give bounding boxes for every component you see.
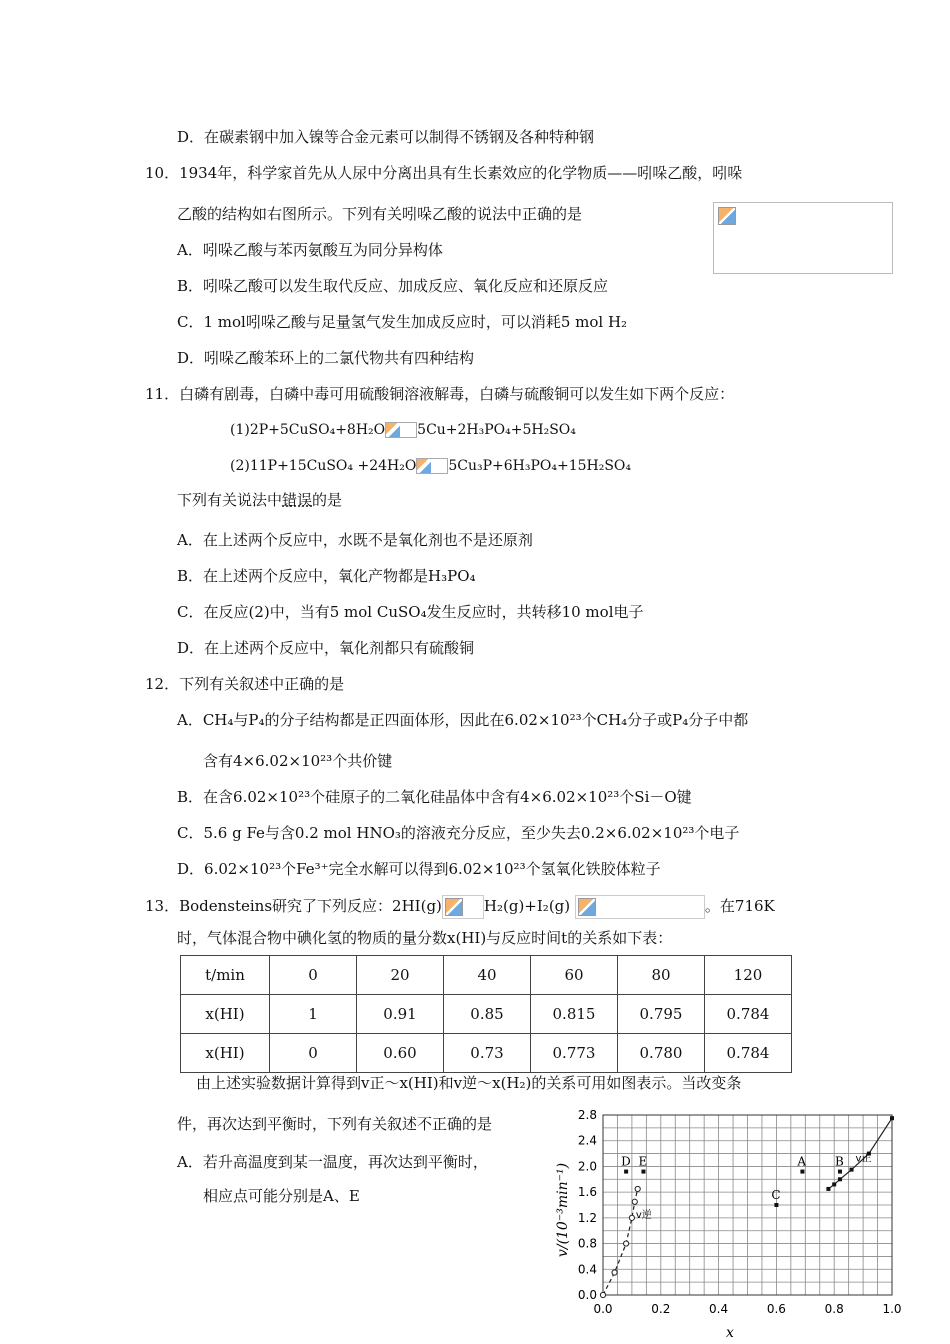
broken-image-icon: [578, 898, 596, 916]
q13-option-a-cont: 相应点可能分别是A、E: [203, 1187, 360, 1205]
q13-stem-a: 13．Bodensteins研究了下列反应：2HI(g): [145, 897, 442, 915]
y-tick-label: 1.2: [577, 1210, 597, 1225]
q11-option-d: D．在上述两个反应中，氧化剂都只有硫酸铜: [177, 639, 475, 657]
q13-stem-3: 由上述实验数据计算得到v正～x(HI)和v逆～x(H₂)的关系可用如图表示。当改变条: [196, 1074, 742, 1092]
data-point: [624, 1241, 629, 1246]
y-tick-label: 0.8: [577, 1236, 597, 1251]
q11-question-b: 的是: [312, 491, 343, 509]
y-tick-label: 2.0: [577, 1159, 597, 1174]
data-point: [600, 1292, 605, 1297]
table-cell: 1: [270, 995, 357, 1034]
data-point: [838, 1177, 842, 1181]
x-axis-label: x: [726, 1325, 734, 1340]
table-cell: t/min: [181, 956, 270, 995]
table-cell: 60: [531, 956, 618, 995]
y-tick-label: 2.4: [577, 1133, 597, 1148]
x-tick-label: 0.0: [593, 1302, 613, 1316]
q12-option-c: C．5.6 g Fe与含0.2 mol HNO₃的溶液充分反应，至少失去0.2×6.02×10²³个电子: [177, 824, 740, 842]
table-header-row: [181, 956, 792, 995]
q11-emphasis: 错误: [282, 491, 313, 509]
table-cell: 0.784: [705, 995, 792, 1034]
enthalpy-placeholder: [575, 895, 705, 919]
table-cell: 40: [444, 956, 531, 995]
table-cell: 0.60: [357, 1034, 444, 1073]
q10-stem: 10．1934年，科学家首先从人尿中分离出具有生长素效应的化学物质——吲哚乙酸，吲哚: [145, 164, 743, 182]
table-cell: 0: [270, 956, 357, 995]
table-row: [181, 995, 792, 1034]
q11-option-b: B．在上述两个反应中，氧化产物都是H₃PO₄: [177, 567, 476, 585]
data-point: [826, 1187, 830, 1191]
x-tick-label: 1.0: [882, 1302, 902, 1316]
broken-image-icon: [445, 898, 463, 916]
y-axis-label: v/(10⁻³min⁻¹): [555, 1162, 571, 1258]
labeled-point: [774, 1203, 778, 1207]
reaction-1-left: (1)2P+5CuSO₄+8H₂O: [230, 422, 386, 438]
point-label: A: [797, 1154, 807, 1169]
q10-stem-2: 乙酸的结构如右图所示。下列有关吲哚乙酸的说法中正确的是: [177, 205, 583, 223]
table-cell: 0: [270, 1034, 357, 1073]
q10-option-a: A．吲哚乙酸与苯丙氨酸互为同分异构体: [177, 241, 443, 259]
table-cell: 80: [618, 956, 705, 995]
q10-option-c: C．1 mol吲哚乙酸与足量氢气发生加成反应时，可以消耗5 mol H₂: [177, 313, 628, 331]
reaction-1-right: 5Cu+2H₃PO₄+5H₂SO₄: [417, 422, 576, 438]
series-label: v逆: [635, 1209, 652, 1221]
reaction-2-right: 5Cu₃P+6H₃PO₄+15H₂SO₄: [448, 458, 632, 474]
q12-option-d: D．6.02×10²³个Fe³⁺完全水解可以得到6.02×10²³个氢氧化铁胶体粒子: [177, 860, 661, 878]
table-cell: 0.795: [618, 995, 705, 1034]
structure-image-placeholder: [713, 202, 893, 274]
q12-stem: 12．下列有关叙述中正确的是: [145, 675, 345, 693]
table-cell: 0.815: [531, 995, 618, 1034]
labeled-point: [624, 1170, 628, 1174]
labeled-point: [641, 1170, 645, 1174]
y-tick-label: 2.8: [577, 1108, 597, 1122]
q11-reaction-1: [230, 420, 576, 440]
q10-option-b: B．吲哚乙酸可以发生取代反应、加成反应、氧化反应和还原反应: [177, 277, 609, 295]
table-row: [181, 1034, 792, 1073]
table-cell: 0.780: [618, 1034, 705, 1073]
x-tick-label: 0.8: [824, 1302, 844, 1316]
data-point: [850, 1168, 854, 1172]
table-cell: 20: [357, 956, 444, 995]
data-table: [180, 955, 792, 1073]
q13-stem: [145, 895, 775, 919]
data-point: [832, 1182, 836, 1186]
q11-reaction-2: [230, 456, 631, 476]
q13-stem-2: 时，气体混合物中碘化氢的物质的量分数x(HI)与反应时间t的关系如下表：: [177, 929, 673, 947]
y-tick-label: 0.0: [577, 1288, 597, 1302]
data-point: [890, 1116, 894, 1120]
q12-option-a-cont: 含有4×6.02×10²³个共价键: [203, 752, 393, 770]
reaction-arrow-icon: [416, 458, 448, 474]
q11-question: [177, 490, 342, 510]
q11-option-a: A．在上述两个反应中，水既不是氧化剂也不是还原剂: [177, 531, 533, 549]
q13-option-a: A．若升高温度到某一温度，再次达到平衡时，: [177, 1153, 488, 1171]
q12-option-b: B．在含6.02×10²³个硅原子的二氧化硅晶体中含有4×6.02×10²³个Si－O键: [177, 788, 692, 806]
point-label: D: [621, 1154, 631, 1169]
data-point: [635, 1186, 640, 1191]
reaction-2-left: (2)11P+15CuSO₄ +24H₂O: [230, 458, 417, 474]
table-cell: 0.773: [531, 1034, 618, 1073]
series-label: v正: [855, 1153, 872, 1165]
table-cell: x(HI): [181, 1034, 270, 1073]
point-label: B: [834, 1154, 844, 1169]
point-label: E: [638, 1154, 648, 1169]
table-cell: 120: [705, 956, 792, 995]
table-cell: 0.784: [705, 1034, 792, 1073]
reaction-arrow-icon: [385, 422, 417, 438]
x-tick-label: 0.4: [709, 1302, 729, 1316]
x-tick-label: 0.6: [766, 1302, 786, 1316]
table-cell: x(HI): [181, 995, 270, 1034]
q13-stem-c: 。在716K: [704, 897, 775, 915]
y-tick-label: 1.6: [577, 1185, 597, 1200]
rate-chart: [545, 1105, 905, 1340]
q11-option-c: C．在反应(2)中，当有5 mol CuSO₄发生反应时，共转移10 mol电子: [177, 603, 644, 621]
table-cell: 0.91: [357, 995, 444, 1034]
data-point: [632, 1199, 637, 1204]
chart-grid: [603, 1115, 892, 1295]
q9-option-d: D．在碳素钢中加入镍等合金元素可以制得不锈钢及各种特种钢: [177, 128, 595, 146]
y-tick-label: 0.4: [577, 1262, 597, 1277]
table-cell: 0.73: [444, 1034, 531, 1073]
data-point: [629, 1215, 634, 1220]
broken-image-icon: [718, 207, 736, 225]
x-tick-label: 0.2: [651, 1302, 671, 1316]
data-point: [612, 1270, 617, 1275]
point-label: C: [771, 1188, 781, 1202]
chart-ticks: [578, 1108, 902, 1316]
labeled-point: [838, 1170, 842, 1174]
q11-stem: 11．白磷有剧毒，白磷中毒可用硫酸铜溶液解毒，白磷与硫酸铜可以发生如下两个反应：: [145, 385, 735, 403]
q11-question-a: 下列有关说法中: [177, 491, 283, 509]
q10-option-d: D．吲哚乙酸苯环上的二氯代物共有四种结构: [177, 349, 475, 367]
table-cell: 0.85: [444, 995, 531, 1034]
q13-stem-4: 件，再次达到平衡时，下列有关叙述不正确的是: [177, 1115, 493, 1133]
equilibrium-arrow-placeholder: [442, 895, 484, 919]
q12-option-a: A．CH₄与P₄的分子结构都是正四面体形，因此在6.02×10²³个CH₄分子或P₄分子中都: [177, 711, 749, 729]
labeled-point: [800, 1170, 804, 1174]
q13-stem-b: H₂(g)+I₂(g): [483, 897, 571, 915]
